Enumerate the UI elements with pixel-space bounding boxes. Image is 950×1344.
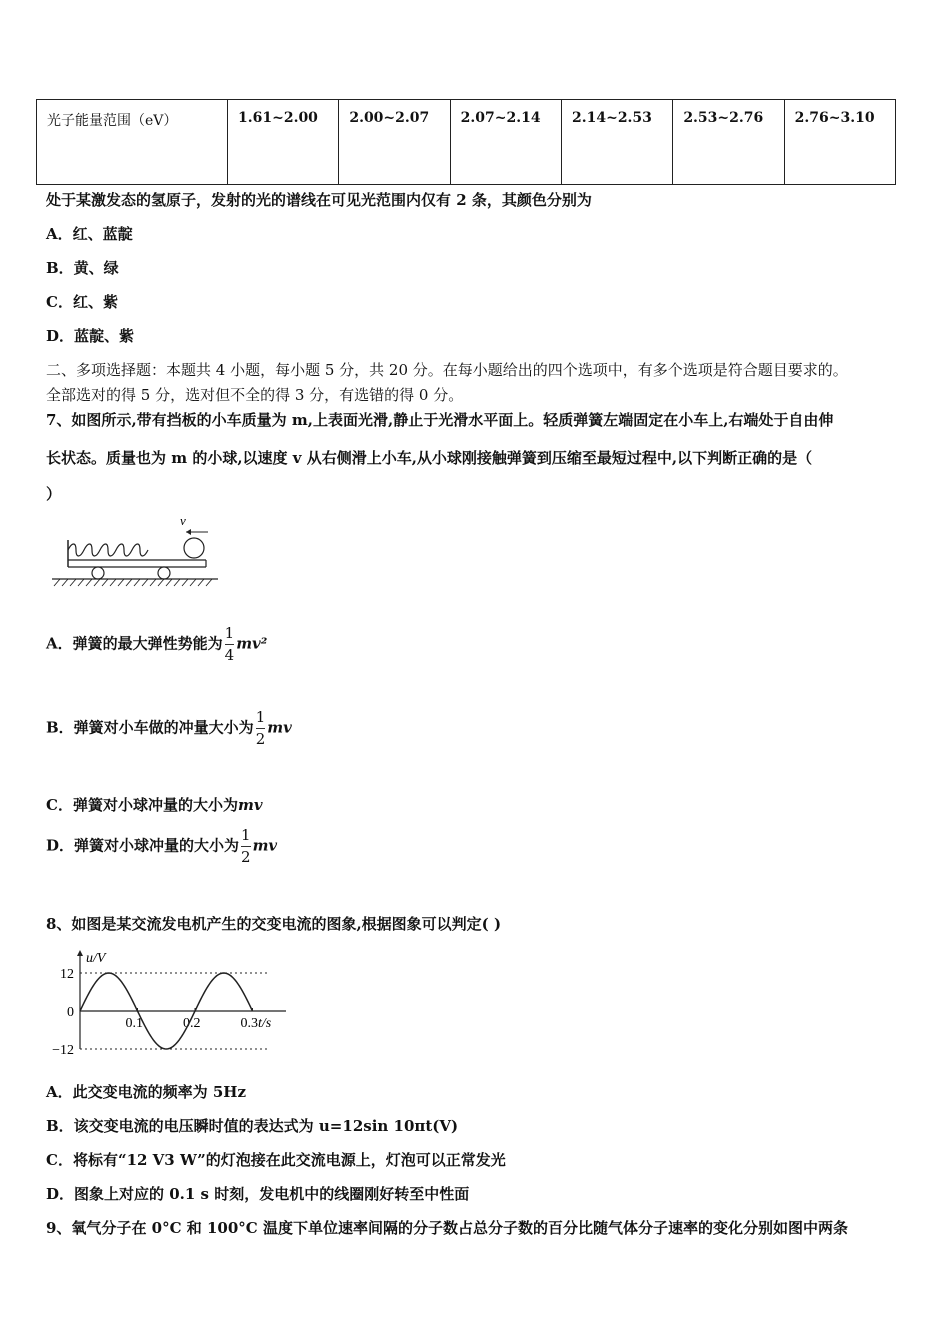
fraction: $\frac{1}{4}$	[224, 624, 235, 664]
velocity-label: v	[180, 513, 186, 528]
option-a-expr: mv²	[236, 634, 268, 653]
q6-option-a: A．红、蓝靛	[46, 225, 133, 243]
option-c-text: C．弹簧对小球冲量的大小为	[46, 796, 238, 814]
x-tick-label: 0.1	[125, 1016, 143, 1031]
fraction: $\frac{1}{2}$	[241, 826, 251, 866]
q6-option-c: C．红、紫	[46, 293, 118, 311]
table-cell: 1.61~2.00	[228, 100, 339, 185]
ball	[184, 538, 204, 558]
table-cell: 2.14~2.53	[561, 100, 672, 185]
wheel-left	[92, 567, 104, 579]
q7-line3: ）	[46, 485, 62, 503]
table-cell: 2.00~2.07	[339, 100, 450, 185]
q8-stem: 8、如图是某交流发电机产生的交变电流的图象,根据图象可以判定( )	[46, 915, 502, 933]
section2-line2: 全部选对的得 5 分，选对但不全的得 3 分，有选错的得 0 分。	[46, 386, 464, 404]
option-b-text: B．弹簧对小车做的冲量大小为	[46, 718, 254, 737]
spring	[68, 544, 148, 556]
ground-hatching	[54, 579, 212, 586]
y-axis-arrow	[77, 950, 83, 956]
q6-stem: 处于某激发态的氢原子，发射的光的谱线在可见光范围内仅有 2 条，其颜色分别为	[46, 191, 592, 209]
photon-energy-table	[36, 99, 896, 185]
y-tick-label: −12	[52, 1043, 74, 1058]
q7-option-a	[46, 626, 267, 663]
q7-option-c	[46, 794, 263, 815]
fraction: $\frac{1}{2}$	[255, 708, 266, 748]
table-cell: 2.76~3.10	[784, 100, 895, 185]
q7-option-b	[46, 710, 292, 747]
q9-stem: 9、氧气分子在 0°C 和 100°C 温度下单位速率间隔的分子数占总分子数的百分比随气体分子速率的变化分别如图中两条	[46, 1219, 848, 1237]
table-header-cell: 光子能量范围（eV）	[37, 100, 228, 185]
table-row	[37, 100, 896, 185]
q6-option-b: B．黄、绿	[46, 259, 119, 277]
table-cell: 2.07~2.14	[450, 100, 561, 185]
q6-option-d: D．蓝靛、紫	[46, 327, 135, 345]
x-tick-label: 0.3	[240, 1016, 258, 1031]
table-cell: 2.53~2.76	[673, 100, 784, 185]
option-d-text: D．弹簧对小球冲量的大小为	[46, 836, 240, 855]
cart-spring-figure	[46, 512, 226, 592]
ac-voltage-chart	[46, 945, 286, 1060]
q8-option-a: A．此交变电流的频率为 5Hz	[46, 1083, 246, 1101]
y-tick-label: 0	[67, 1005, 74, 1020]
q8-option-d: D．图象上对应的 0.1 s 时刻，发电机中的线圈刚好转至中性面	[46, 1185, 470, 1203]
section2-line1: 二、多项选择题：本题共 4 小题，每小题 5 分，共 20 分。在每小题给出的四个选项中，有多个选项是符合题目要求的。	[46, 361, 848, 379]
y-axis-label: u/V	[86, 951, 106, 966]
option-b-expr: mv	[267, 718, 292, 737]
option-d-expr: mv	[252, 836, 278, 855]
wheel-right	[158, 567, 170, 579]
q8-option-c: C．将标有“12 V3 W”的灯泡接在此交流电源上，灯泡可以正常发光	[46, 1151, 506, 1169]
x-tick-label: 0.2	[183, 1016, 201, 1031]
q7-line2: 长状态。质量也为 m 的小球,以速度 v 从右侧滑上小车,从小球刚接触弹簧到压缩至最短过程中,以下判断正确的是（	[46, 449, 813, 467]
q8-option-b: B．该交变电流的电压瞬时值的表达式为 u=12sin 10πt(V)	[46, 1117, 459, 1135]
q7-line1: 7、如图所示,带有挡板的小车质量为 m,上表面光滑,静止于光滑水平面上。轻质弹簧左端固定在小车上,右端处于自由伸	[46, 411, 834, 429]
x-axis-label: t/s	[258, 1016, 272, 1031]
option-c-expr: mv	[237, 796, 263, 814]
q7-option-d	[46, 828, 277, 865]
y-tick-label: 12	[60, 967, 74, 982]
option-a-text: A．弹簧的最大弹性势能为	[46, 634, 223, 653]
